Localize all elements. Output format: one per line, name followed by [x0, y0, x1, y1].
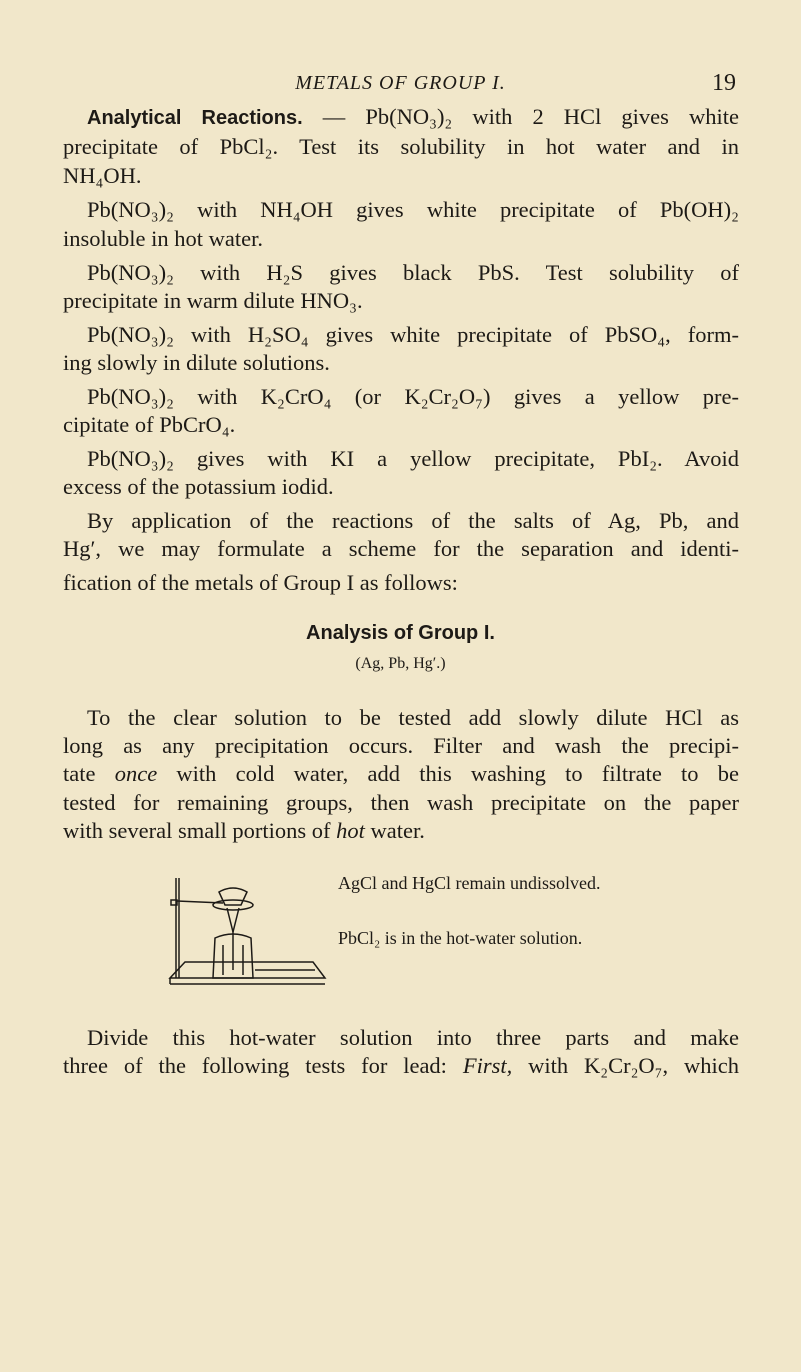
text-segment: with K₂Cr₂O₇, which	[512, 1053, 740, 1078]
text-segment: By application of the reactions of the salts of Ag, Pb, and	[87, 508, 739, 533]
page-number: 19	[712, 70, 736, 96]
text-segment: Divide this hot-water solution into three parts and make	[87, 1025, 739, 1050]
text-line	[63, 1052, 739, 1080]
text-line	[63, 569, 739, 597]
emphasis-text: hot	[336, 818, 365, 843]
text-segment: precipitate in warm dilute HNO₃.	[63, 288, 363, 313]
text-line	[87, 259, 739, 287]
text-line	[87, 196, 739, 224]
text-segment: tate	[63, 761, 115, 786]
text-line	[63, 287, 739, 315]
text-line	[63, 162, 739, 190]
text-segment: with cold water, add this washing to filtrate to be	[157, 761, 739, 786]
section-title: Analysis of Group I.	[306, 622, 495, 644]
text-line	[63, 789, 739, 817]
text-line	[63, 760, 739, 788]
text-line	[63, 133, 739, 161]
text-line	[63, 535, 739, 563]
emphasis-text: First,	[462, 1053, 513, 1078]
text-segment: Hg′, we may formulate a scheme for the separation and identi-	[63, 536, 739, 561]
text-line	[63, 732, 739, 760]
text-line	[87, 383, 739, 411]
figure-caption-top: AgCl and HgCl remain undissolved.	[338, 873, 601, 893]
text-segment: excess of the potassium iodid.	[63, 474, 334, 499]
text-segment: Pb(NO₃)₂ with H₂SO₄ gives white precipitate of PbSO₄, form-	[87, 322, 739, 347]
text-line	[87, 321, 739, 349]
text-line	[63, 349, 739, 377]
text-segment: three of the following tests for lead:	[63, 1053, 463, 1078]
text-line	[87, 103, 739, 132]
text-segment: Pb(NO₃)₂ with H₂S gives black PbS. Test solubility of	[87, 260, 739, 285]
text-segment: precipitate of PbCl₂. Test its solubility in hot water and in	[63, 134, 739, 159]
text-line	[87, 507, 739, 535]
paragraph-heading: Analytical Reactions.	[87, 107, 303, 129]
text-line	[87, 445, 739, 473]
text-line	[63, 225, 739, 253]
text-segment: Pb(NO₃)₂ with K₂CrO₄ (or K₂Cr₂O₇) gives a yellow pre-	[87, 384, 739, 409]
text-line	[63, 817, 739, 845]
text-segment: cipitate of PbCrO₄.	[63, 412, 236, 437]
text-segment: fication of the metals of Group I as follows:	[63, 570, 458, 595]
text-line	[63, 411, 739, 439]
text-segment: with several small portions of	[63, 818, 337, 843]
filter-apparatus-illustration	[165, 870, 330, 990]
text-segment: water.	[364, 818, 425, 843]
figure-caption-bottom: PbCl₂ is in the hot-water solution.	[338, 928, 583, 948]
text-segment: ing slowly in dilute solutions.	[63, 350, 330, 375]
text-line	[63, 473, 739, 501]
emphasis-text: once	[114, 761, 158, 786]
text-segment: long as any precipitation occurs. Filter and wash the precipi-	[63, 733, 739, 758]
text-segment: tested for remaining groups, then wash precipitate on the paper	[63, 790, 739, 815]
text-segment: insoluble in hot water.	[63, 226, 263, 251]
running-title: METALS OF GROUP I.	[295, 72, 506, 94]
text-segment: NH₄OH.	[63, 163, 142, 188]
text-line	[87, 1024, 739, 1052]
text-segment: Pb(NO₃)₂ gives with KI a yellow precipitate, PbI₂. Avoid	[87, 446, 739, 471]
text-segment: Pb(NO₃)₂ with NH₄OH gives white precipitate of Pb(OH)₂	[87, 197, 739, 222]
text-segment: — Pb(NO₃)₂ with 2 HCl gives white	[302, 104, 739, 129]
text-line	[87, 704, 739, 732]
text-segment: To the clear solution to be tested add slowly dilute HCl as	[87, 705, 739, 730]
section-subtitle: (Ag, Pb, Hg′.)	[355, 655, 446, 672]
